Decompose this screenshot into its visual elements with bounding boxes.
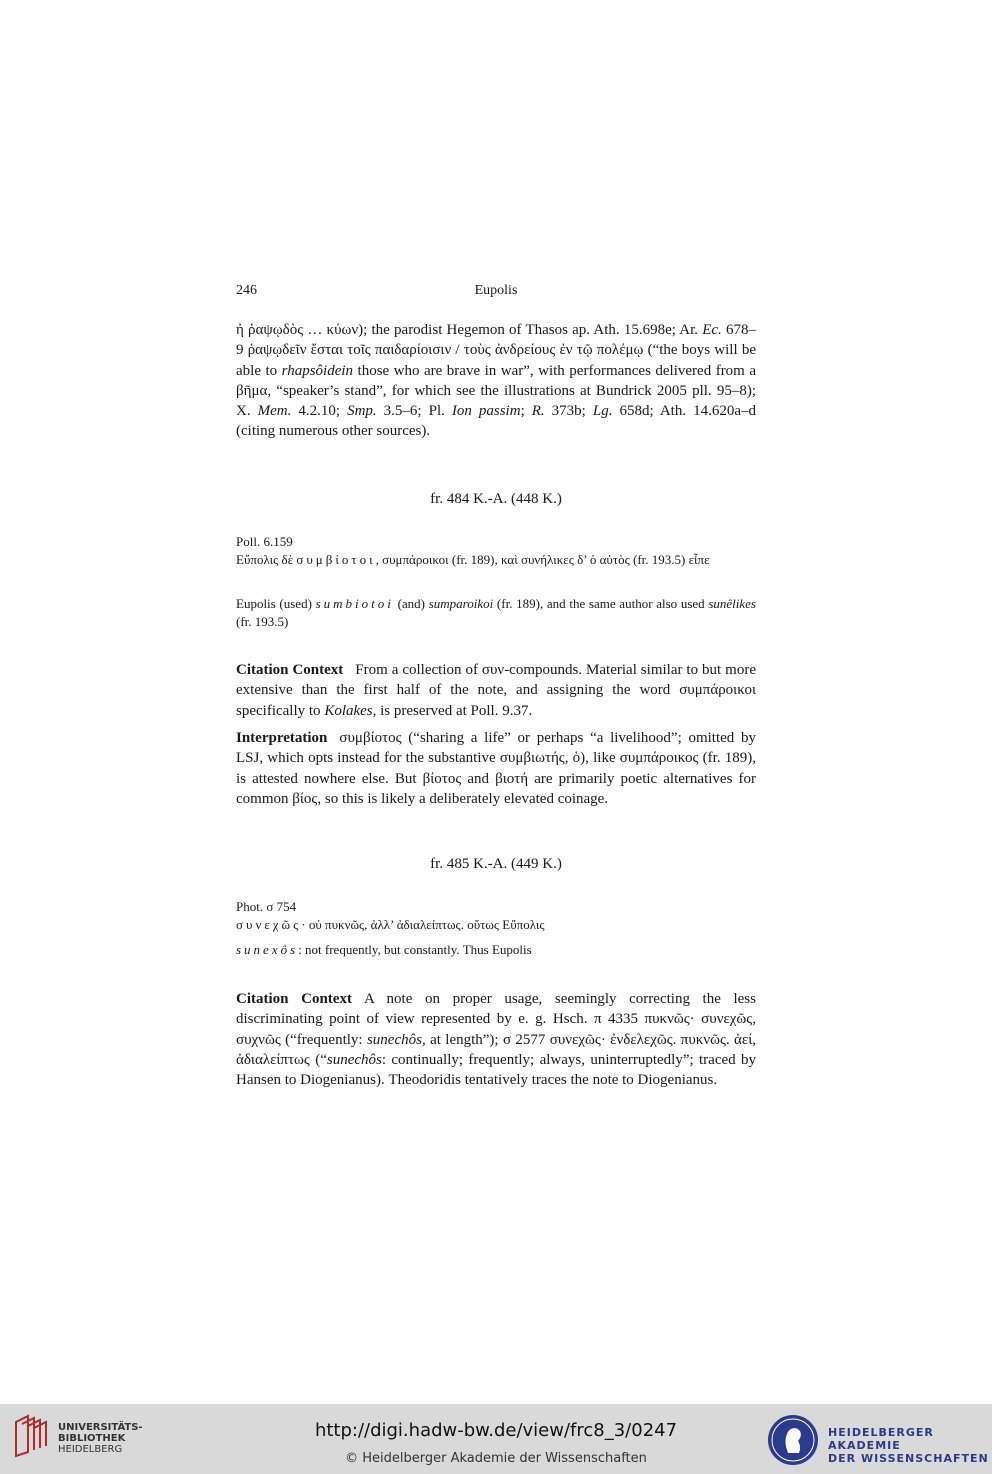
- academy-seal-icon: [766, 1413, 820, 1467]
- citation-context-label: Citation Context: [236, 662, 344, 678]
- fr485-source: Phot. σ 754: [236, 899, 297, 914]
- permalink-url[interactable]: http://digi.hadw-bw.de/view/frc8_3/0247: [314, 1420, 678, 1441]
- citation-context-label: Citation Context: [236, 991, 352, 1007]
- running-title: Eupolis: [474, 283, 518, 298]
- fr484-translation: Eupolis (used) sumbiotoi (and) sumparoikoi (fr. 189), and the same author also used sunêlikes (fr. 193.5): [236, 596, 756, 629]
- fr485-greek: συνεχῶς· οὐ πυκνῶς, ἀλλ’ ἀδιαλείπτως. οὕτως Εὔπολις: [236, 917, 545, 932]
- academy-name: HEIDELBERGER AKADEMIE DER WISSENSCHAFTEN: [828, 1426, 989, 1465]
- fragment-heading-485: fr. 485 K.-A. (449 K.): [430, 856, 562, 872]
- interpretation-label: Interpretation: [236, 730, 328, 746]
- viewer-footer: [0, 1404, 992, 1474]
- fr484-citation-context: Citation Context From a collection of συν-compounds. Material similar to but more extensive than the first half of the note, and assigning the word συμπάροικοι specifically to Kolakes, is preserved at Poll. 9.37.: [236, 662, 756, 719]
- fr484-greek: Εὔπολις δὲ συμβίοτοι, συμπάροικοι (fr. 189), καὶ συνήλικες δ’ ὁ αὐτὸς (fr. 193.5) εἶπε: [236, 552, 710, 567]
- fr485-citation-context: Citation Context A note on proper usage, seemingly correcting the less discriminating point of view represented by e. g. Hsch. π 4335 πυκνῶς· συνεχῶς, συχνῶς (“frequently: sunechôs, at length”); σ 2577 συνεχῶς· ἐνδελεχῶς. πυκνῶς. ἀεί, ἀδιαλείπτως (“sunechôs: continually; frequently; always, uninterruptedly”; traced by Hansen to Diogenianus). Theodoridis tentatively traces the note to Diogenianus.: [236, 991, 757, 1089]
- fr484-interpretation: Interpretation συμβίοτος (“sharing a life” or perhaps “a livelihood”; omitted by LSJ, which opts instead for the substantive συμβιωτής, ὁ), like συμπάροικος (fr. 189), is attested nowhere else. But βίοτος and βιοτή are primarily poetic alternatives for common βίος, so this is likely a deliberately elevated coinage.: [236, 730, 756, 807]
- fr485-source-text: [236, 898, 756, 934]
- fr485-translation: sunexôs: not frequently, but constantly. Thus Eupolis: [236, 942, 532, 957]
- fragment-heading-484: fr. 484 K.-A. (448 K.): [430, 491, 562, 507]
- university-library-name: UNIVERSITÄTS- BIBLIOTHEK HEIDELBERG: [58, 1422, 143, 1455]
- intro-paragraph: ἠ ῥαψῳδὸς … κύων); the parodist Hegemon of Thasos ap. Ath. 15.698e; Ar. Ec. 678–9 ῥαψῳδεῖν ἔσται τοῖς παιδαρίοισιν / τοὺς ἀνδρείους ἐν τῷ πολέμῳ (“the boys will be able to rhapsôidein those who are brave in war”, with performances delivered from a βῆμα, “speaker’s stand”, for which see the illustrations at Bundrick 2005 pll. 95–8); X. Mem. 4.2.10; Smp. 3.5–6; Pl. Ion passim; R. 373b; Lg. 658d; Ath. 14.620a–d (citing numerous other sources).: [236, 322, 757, 440]
- copyright-notice: © Heidelberger Akademie der Wissenschaften: [345, 1451, 647, 1466]
- fr484-source-text: [236, 533, 756, 569]
- page-number: 246: [236, 283, 257, 298]
- fr484-source: Poll. 6.159: [236, 534, 293, 549]
